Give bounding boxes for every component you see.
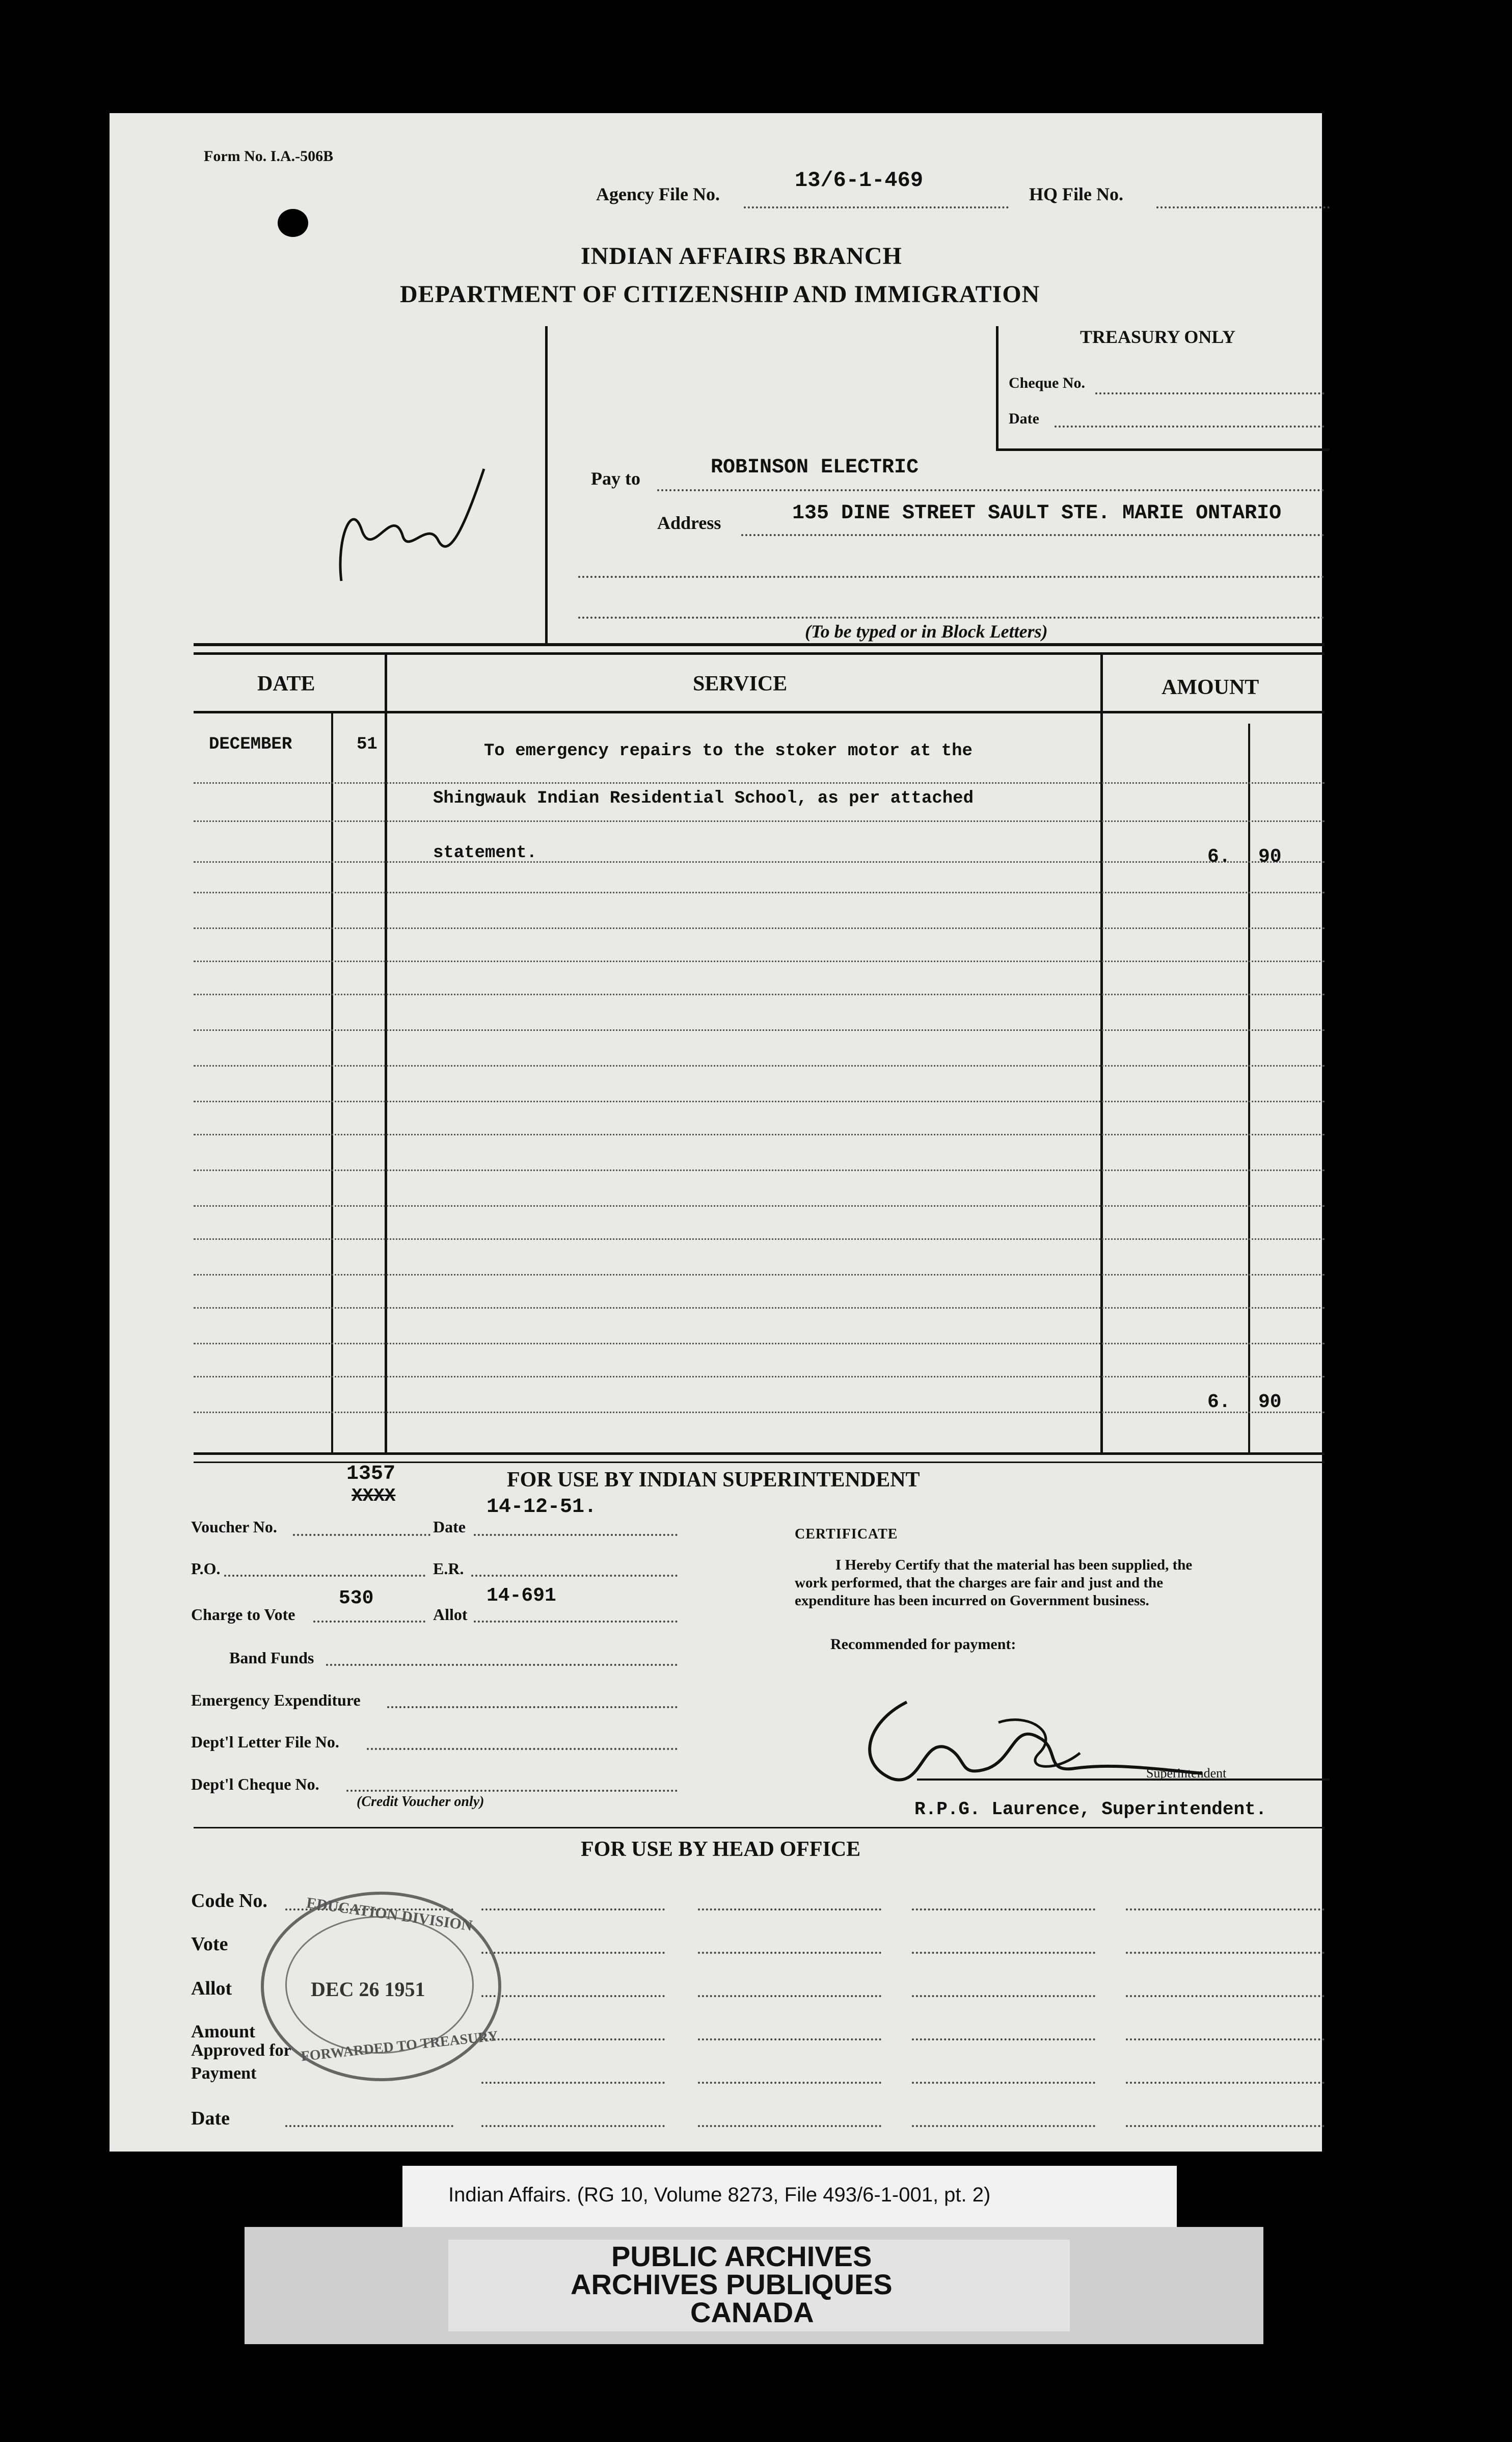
- head-office-field: [1126, 1952, 1325, 1954]
- head-office-field: [481, 1995, 665, 1997]
- pay-to-line: [657, 489, 1325, 491]
- sup-date-line: [474, 1534, 678, 1536]
- emergency-line: [387, 1706, 678, 1708]
- voucher-struck: XXXX: [352, 1485, 396, 1506]
- head-office-field: [912, 2038, 1095, 2040]
- archive-line-2: ARCHIVES PUBLIQUES: [571, 2268, 893, 2300]
- table-row: [194, 1376, 1325, 1377]
- letter-file-line: [367, 1748, 678, 1750]
- archive-reference-text: Indian Affairs. (RG 10, Volume 8273, File 493/6-1-001, pt. 2): [448, 2184, 991, 2206]
- treasury-date-line: [1055, 426, 1325, 428]
- address-label: Address: [657, 513, 721, 533]
- allot-value: 14-691: [487, 1585, 556, 1607]
- head-office-field: [481, 1908, 665, 1910]
- service-line-2: Shingwauk Indian Residential School, as per attached: [433, 789, 974, 808]
- table-row: [194, 1170, 1325, 1171]
- treasury-only-label: TREASURY ONLY: [1080, 327, 1236, 347]
- table-row: [194, 861, 1325, 863]
- charge-to-vote-label: Charge to Vote: [191, 1605, 295, 1624]
- table-row: [194, 1205, 1325, 1207]
- head-office-field: [912, 2082, 1095, 2084]
- signer-name: R.P.G. Laurence, Superintendent.: [914, 1799, 1267, 1820]
- date-head-label: Date: [191, 2108, 230, 2129]
- address-line-3: [578, 617, 1325, 619]
- head-office-field: [481, 1952, 665, 1954]
- table-row: [194, 1343, 1325, 1344]
- table-row: [194, 1274, 1325, 1276]
- superintendent-signature: [846, 1692, 1253, 1799]
- archive-line-3: CANADA: [690, 2296, 814, 2328]
- table-row: [194, 927, 1325, 929]
- table-top-rule: [194, 643, 1325, 646]
- po-line: [224, 1575, 425, 1577]
- allot-line: [474, 1621, 678, 1623]
- date-header: DATE: [257, 672, 315, 696]
- table-row: [194, 1101, 1325, 1102]
- head-office-field: [481, 2082, 665, 2084]
- recommended-label: Recommended for payment:: [830, 1636, 1016, 1653]
- head-office-field: [1126, 2125, 1325, 2127]
- service-line-3: statement.: [433, 843, 537, 863]
- agency-file-value: 13/6-1-469: [795, 168, 924, 193]
- head-office-field: [1126, 2038, 1325, 2040]
- signature-line: [917, 1779, 1330, 1781]
- charge-to-vote-value: 530: [339, 1587, 374, 1609]
- head-office-field: [698, 1908, 881, 1910]
- band-funds-label: Band Funds: [229, 1649, 314, 1667]
- approved-for-label: Approved for: [191, 2041, 291, 2060]
- head-office-field: [698, 1995, 881, 1997]
- treasury-box-left: [996, 326, 998, 451]
- amount-header: AMOUNT: [1162, 676, 1259, 699]
- head-office-field: [481, 2125, 665, 2127]
- date-day: 51: [357, 735, 377, 754]
- treasury-date-label: Date: [1009, 410, 1039, 427]
- credit-note: (Credit Voucher only): [357, 1794, 484, 1810]
- agency-file-label: Agency File No.: [596, 184, 720, 204]
- signature-caption: Superintendent: [1146, 1766, 1227, 1781]
- address-line: [741, 534, 1325, 536]
- table-row: [194, 961, 1325, 962]
- head-office-field: [912, 2125, 1095, 2127]
- table-row: [194, 1029, 1325, 1031]
- sup-date-value: 14-12-51.: [487, 1496, 597, 1519]
- branch-title: INDIAN AFFAIRS BRANCH: [581, 243, 902, 270]
- table-row: [194, 892, 1325, 893]
- head-office-field: [481, 2038, 665, 2040]
- total-dollars: 6.: [1207, 1391, 1231, 1413]
- head-office-field: [698, 1952, 881, 1954]
- address-value: 135 DINE STREET SAULT STE. MARIE ONTARIO: [792, 502, 1282, 525]
- date-column-rule: [385, 655, 387, 1455]
- department-title: DEPARTMENT OF CITIZENSHIP AND IMMIGRATION: [400, 281, 1040, 308]
- total-cents: 90: [1258, 1391, 1282, 1413]
- voucher-value: 1357: [346, 1463, 396, 1485]
- cents-column-rule: [1248, 724, 1250, 1455]
- service-header: SERVICE: [693, 672, 788, 696]
- head-office-field: [1126, 1995, 1325, 1997]
- superintendent-title: FOR USE BY INDIAN SUPERINTENDENT: [507, 1468, 920, 1492]
- cheque-label: Dept'l Cheque No.: [191, 1775, 319, 1793]
- table-top-rule-2: [194, 652, 1325, 655]
- table-bottom-rule: [194, 1452, 1325, 1455]
- archive-line-1: PUBLIC ARCHIVES: [611, 2240, 872, 2272]
- table-row: [194, 1134, 1325, 1135]
- stamp-bottom-text: FORWARDED TO TREASURY: [300, 2028, 499, 2065]
- service-line-1: To emergency repairs to the stoker motor at the: [484, 741, 973, 761]
- agency-file-line: [744, 206, 1009, 208]
- stamp-date: DEC 26 1951: [311, 1978, 425, 2001]
- code-no-label: Code No.: [191, 1890, 267, 1912]
- pay-block-divider: [545, 326, 548, 645]
- amount-cents: 90: [1258, 846, 1282, 868]
- table-row: [194, 1307, 1325, 1309]
- voucher-line: [293, 1534, 430, 1536]
- head-office-field: [698, 2082, 881, 2084]
- head-office-field: [912, 1908, 1095, 1910]
- pay-to-value: ROBINSON ELECTRIC: [711, 456, 919, 479]
- head-office-title: FOR USE BY HEAD OFFICE: [581, 1838, 861, 1861]
- date-month: DECEMBER: [209, 735, 292, 754]
- emergency-label: Emergency Expenditure: [191, 1691, 361, 1709]
- band-funds-line: [326, 1664, 678, 1666]
- certificate-line-1: I Hereby Certify that the material has been supplied, the: [835, 1557, 1193, 1573]
- table-row: [194, 994, 1325, 995]
- certificate-line-3: expenditure has been incurred on Government business.: [795, 1592, 1149, 1609]
- table-row: [194, 1065, 1325, 1067]
- table-row: [194, 782, 1325, 784]
- head-office-field: [698, 2038, 881, 2040]
- typed-note: (To be typed or in Block Letters): [805, 621, 1048, 642]
- cheque-no-line: [1095, 392, 1325, 394]
- er-label: E.R.: [433, 1559, 464, 1578]
- head-office-field: [912, 1952, 1095, 1954]
- allot-label: Allot: [433, 1605, 468, 1624]
- hq-file-label: HQ File No.: [1029, 184, 1123, 204]
- voucher-label: Voucher No.: [191, 1518, 277, 1536]
- table-row: [194, 1412, 1325, 1413]
- po-label: P.O.: [191, 1559, 221, 1578]
- er-line: [471, 1575, 678, 1577]
- hq-file-line: [1156, 206, 1330, 208]
- table-row: [194, 820, 1325, 822]
- treasury-box-bottom: [996, 448, 1330, 451]
- certificate-line-2: work performed, that the charges are fair and just and the: [795, 1575, 1164, 1591]
- head-office-field: [1126, 1908, 1325, 1910]
- head-office-rule: [194, 1827, 1325, 1828]
- head-office-field: [912, 1995, 1095, 1997]
- head-office-field: [285, 2125, 453, 2127]
- head-office-field: [1126, 2082, 1325, 2084]
- amount-column-rule: [1100, 655, 1103, 1455]
- amount-head-label: Amount: [191, 2021, 256, 2041]
- cheque-no-label: Cheque No.: [1009, 375, 1086, 391]
- sup-date-label: Date: [433, 1518, 466, 1536]
- charge-line: [313, 1621, 425, 1623]
- allot-head-label: Allot: [191, 1978, 232, 1999]
- head-office-field: [698, 2125, 881, 2127]
- table-header-rule: [194, 711, 1325, 713]
- payment-label: Payment: [191, 2064, 257, 2083]
- letter-file-label: Dept'l Letter File No.: [191, 1733, 339, 1751]
- table-row: [194, 1238, 1325, 1240]
- cheque-line: [346, 1790, 678, 1792]
- certificate-title: CERTIFICATE: [795, 1526, 898, 1542]
- address-line-2: [578, 576, 1325, 578]
- pay-to-label: Pay to: [591, 468, 640, 489]
- vote-label: Vote: [191, 1933, 228, 1955]
- initials-signature: [331, 459, 494, 591]
- amount-dollars: 6.: [1207, 846, 1231, 868]
- stamp-top-text: EDUCATION DIVISION: [305, 1894, 474, 1934]
- form-number: Form No. I.A.-506B: [204, 148, 334, 165]
- punch-hole: [278, 209, 308, 237]
